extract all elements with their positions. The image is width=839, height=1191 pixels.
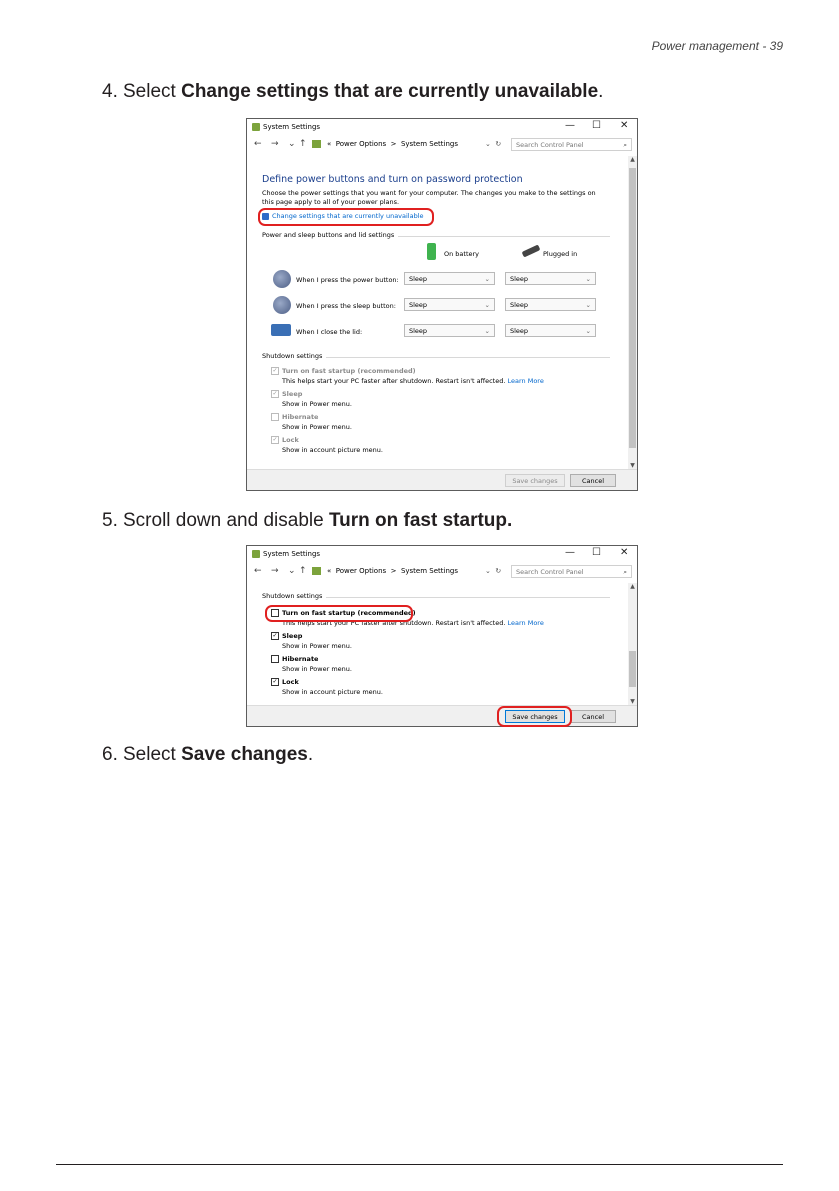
search-placeholder: Search Control Panel xyxy=(516,568,584,576)
sleep-checkbox[interactable]: ✓ xyxy=(272,390,278,397)
recent-locations-icon[interactable]: ⌄ xyxy=(288,566,296,576)
breadcrumb-system-settings[interactable]: System Settings xyxy=(400,567,458,575)
address-bar xyxy=(247,563,637,583)
option-title: Turn on fast startup (recommended) xyxy=(282,609,416,617)
option-title: Hibernate xyxy=(282,655,319,663)
step-6 xyxy=(102,744,313,766)
option-description: Show in Power menu. xyxy=(282,665,352,673)
back-arrow-icon[interactable]: ← xyxy=(254,566,262,576)
option-title: Lock xyxy=(282,436,299,444)
change-settings-link[interactable]: Change settings that are currently unavailable xyxy=(272,212,424,220)
step-suffix: . xyxy=(598,81,604,102)
minimize-button[interactable]: — xyxy=(565,120,575,131)
page-title: Define power buttons and turn on password protection xyxy=(262,174,523,185)
cancel-button[interactable]: Cancel xyxy=(570,710,616,723)
shutdown-section-title: Shutdown settings xyxy=(262,352,326,360)
address-tools xyxy=(485,567,501,575)
sleep-checkbox[interactable]: ✓ xyxy=(272,632,278,639)
vertical-scrollbar[interactable] xyxy=(628,583,637,705)
highlight-ring xyxy=(258,208,434,226)
forward-arrow-icon[interactable]: → xyxy=(271,139,279,149)
chevron-right-icon: > xyxy=(390,140,397,148)
select-value: Sleep xyxy=(510,301,529,309)
up-arrow-icon[interactable]: ↑ xyxy=(299,566,307,576)
step-suffix: . xyxy=(307,744,314,765)
hibernate-checkbox[interactable] xyxy=(271,655,279,663)
title-bar xyxy=(247,119,637,136)
footer-rule xyxy=(56,1164,783,1165)
option-title: Sleep xyxy=(282,632,303,640)
scroll-up-icon[interactable]: ▲ xyxy=(630,156,635,163)
chevron-down-icon: ⌄ xyxy=(484,327,490,335)
step-prefix: Select xyxy=(123,81,182,102)
window-title: System Settings xyxy=(263,123,321,131)
breadcrumb[interactable] xyxy=(312,565,504,578)
breadcrumb-system-settings[interactable]: System Settings xyxy=(400,140,458,148)
row-label: When I press the sleep button: xyxy=(296,302,396,310)
step-number: 6. xyxy=(102,744,118,765)
shutdown-section-header xyxy=(262,592,610,601)
button-bar xyxy=(247,705,637,726)
power-section-header xyxy=(262,231,610,240)
chevron-down-icon: ⌄ xyxy=(484,301,490,309)
plug-icon xyxy=(522,244,541,257)
chevron-down-icon[interactable]: ⌄ xyxy=(485,567,491,575)
option-description: This helps start your PC faster after shutdown. Restart isn't affected. Learn More xyxy=(282,377,544,385)
lock-checkbox[interactable]: ✓ xyxy=(272,678,278,685)
option-description: This helps start your PC faster after shutdown. Restart isn't affected. Learn More xyxy=(282,619,544,627)
lock-checkbox[interactable]: ✓ xyxy=(272,436,278,443)
scroll-down-icon[interactable]: ▼ xyxy=(630,462,635,469)
up-arrow-icon[interactable]: ↑ xyxy=(299,139,307,149)
chevron-down-icon: ⌄ xyxy=(484,275,490,283)
col-plugged-in: Plugged in xyxy=(543,250,578,258)
step-4 xyxy=(102,81,603,103)
shutdown-section-title: Shutdown settings xyxy=(262,592,326,600)
learn-more-link[interactable]: Learn More xyxy=(507,619,544,627)
refresh-icon[interactable]: ↻ xyxy=(495,140,502,148)
vertical-scrollbar[interactable] xyxy=(628,156,637,469)
row-label: When I close the lid: xyxy=(296,328,363,336)
battery-icon xyxy=(427,243,436,260)
learn-more-link[interactable]: Learn More xyxy=(507,377,544,385)
option-description: Show in Power menu. xyxy=(282,400,352,408)
step-number: 5. xyxy=(102,510,118,531)
lid-plugged-select[interactable] xyxy=(505,324,596,337)
refresh-icon[interactable]: ↻ xyxy=(495,567,502,575)
select-value: Sleep xyxy=(510,275,529,283)
chevron-down-icon[interactable]: ⌄ xyxy=(485,140,491,148)
breadcrumb[interactable] xyxy=(312,138,504,151)
breadcrumb-power-options[interactable]: Power Options xyxy=(335,140,387,148)
cancel-button[interactable]: Cancel xyxy=(570,474,616,487)
content-pane xyxy=(247,583,628,705)
power-button-battery-select[interactable] xyxy=(404,272,495,285)
lid-battery-select[interactable] xyxy=(404,324,495,337)
option-description: Show in Power menu. xyxy=(282,423,352,431)
option-title: Lock xyxy=(282,678,299,686)
control-panel-icon xyxy=(312,567,321,575)
search-input[interactable] xyxy=(511,565,632,578)
chevron-down-icon: ⌄ xyxy=(585,275,591,283)
breadcrumb-power-options[interactable]: Power Options xyxy=(335,567,387,575)
back-arrow-icon[interactable]: ← xyxy=(254,139,262,149)
scrollbar-thumb[interactable] xyxy=(629,651,636,687)
chevron-right-icon: > xyxy=(390,567,397,575)
option-title: Sleep xyxy=(282,390,303,398)
scrollbar-thumb[interactable] xyxy=(629,168,636,448)
laptop-lid-icon xyxy=(271,324,291,336)
option-description: Show in Power menu. xyxy=(282,642,352,650)
scroll-up-icon[interactable]: ▲ xyxy=(630,583,635,590)
select-value: Sleep xyxy=(409,275,428,283)
step-emphasis: Turn on fast startup. xyxy=(328,510,513,531)
step-prefix: Select xyxy=(123,744,182,765)
minimize-button[interactable]: — xyxy=(565,547,575,558)
option-title: Hibernate xyxy=(282,413,319,421)
sleep-button-battery-select[interactable] xyxy=(404,298,495,311)
page-description: Choose the power settings that you want for your computer. The changes you make to the settings on this page apply to all of your power plans. xyxy=(262,189,596,206)
page-header: Power management - 39 xyxy=(651,39,783,53)
select-value: Sleep xyxy=(510,327,529,335)
scroll-down-icon[interactable]: ▼ xyxy=(630,698,635,705)
title-bar xyxy=(247,546,637,563)
address-tools xyxy=(485,140,501,148)
option-title: Turn on fast startup (recommended) xyxy=(282,367,416,375)
step-5 xyxy=(102,510,512,532)
highlight-ring xyxy=(497,706,572,727)
chevron-down-icon: ⌄ xyxy=(585,301,591,309)
col-on-battery: On battery xyxy=(444,250,480,258)
power-button-icon xyxy=(273,270,291,288)
window-title: System Settings xyxy=(263,550,321,558)
search-placeholder: Search Control Panel xyxy=(516,141,584,149)
search-icon[interactable]: ⌕ xyxy=(623,568,627,576)
save-changes-button[interactable]: Save changes xyxy=(505,710,565,723)
power-button-plugged-select[interactable] xyxy=(505,272,596,285)
system-settings-window-1 xyxy=(246,118,638,491)
forward-arrow-icon[interactable]: → xyxy=(271,566,279,576)
step-emphasis: Save changes xyxy=(181,744,308,765)
hibernate-checkbox[interactable] xyxy=(271,413,279,421)
close-button[interactable]: ✕ xyxy=(620,547,629,558)
chevron-down-icon: ⌄ xyxy=(585,327,591,335)
step-number: 4. xyxy=(102,81,118,102)
button-bar xyxy=(247,469,637,490)
power-section-title: Power and sleep buttons and lid settings xyxy=(262,231,398,239)
row-label: When I press the power button: xyxy=(296,276,399,284)
maximize-button[interactable]: ☐ xyxy=(592,120,601,131)
option-description: Show in account picture menu. xyxy=(282,446,383,454)
close-button[interactable]: ✕ xyxy=(620,120,629,131)
step-prefix: Scroll down and disable xyxy=(123,510,329,531)
step-emphasis: Change settings that are currently unavailable xyxy=(181,81,599,102)
recent-locations-icon[interactable]: ⌄ xyxy=(288,139,296,149)
control-panel-icon xyxy=(252,123,260,131)
save-changes-button[interactable]: Save changes xyxy=(505,474,565,487)
sleep-button-plugged-select[interactable] xyxy=(505,298,596,311)
maximize-button[interactable]: ☐ xyxy=(592,547,601,558)
search-icon[interactable]: ⌕ xyxy=(623,141,627,149)
select-value: Sleep xyxy=(409,327,428,335)
address-bar xyxy=(247,136,637,156)
select-value: Sleep xyxy=(409,301,428,309)
sleep-button-icon xyxy=(273,296,291,314)
breadcrumb-overflow: « xyxy=(327,140,332,148)
fast-startup-checkbox[interactable]: ✓ xyxy=(272,367,278,374)
content-pane xyxy=(247,156,628,469)
control-panel-icon xyxy=(312,140,321,148)
shutdown-section-header xyxy=(262,352,610,361)
breadcrumb-overflow: « xyxy=(327,567,332,575)
search-input[interactable] xyxy=(511,138,632,151)
option-description: Show in account picture menu. xyxy=(282,688,383,696)
system-settings-window-2 xyxy=(246,545,638,727)
highlight-ring xyxy=(265,605,413,622)
control-panel-icon xyxy=(252,550,260,558)
